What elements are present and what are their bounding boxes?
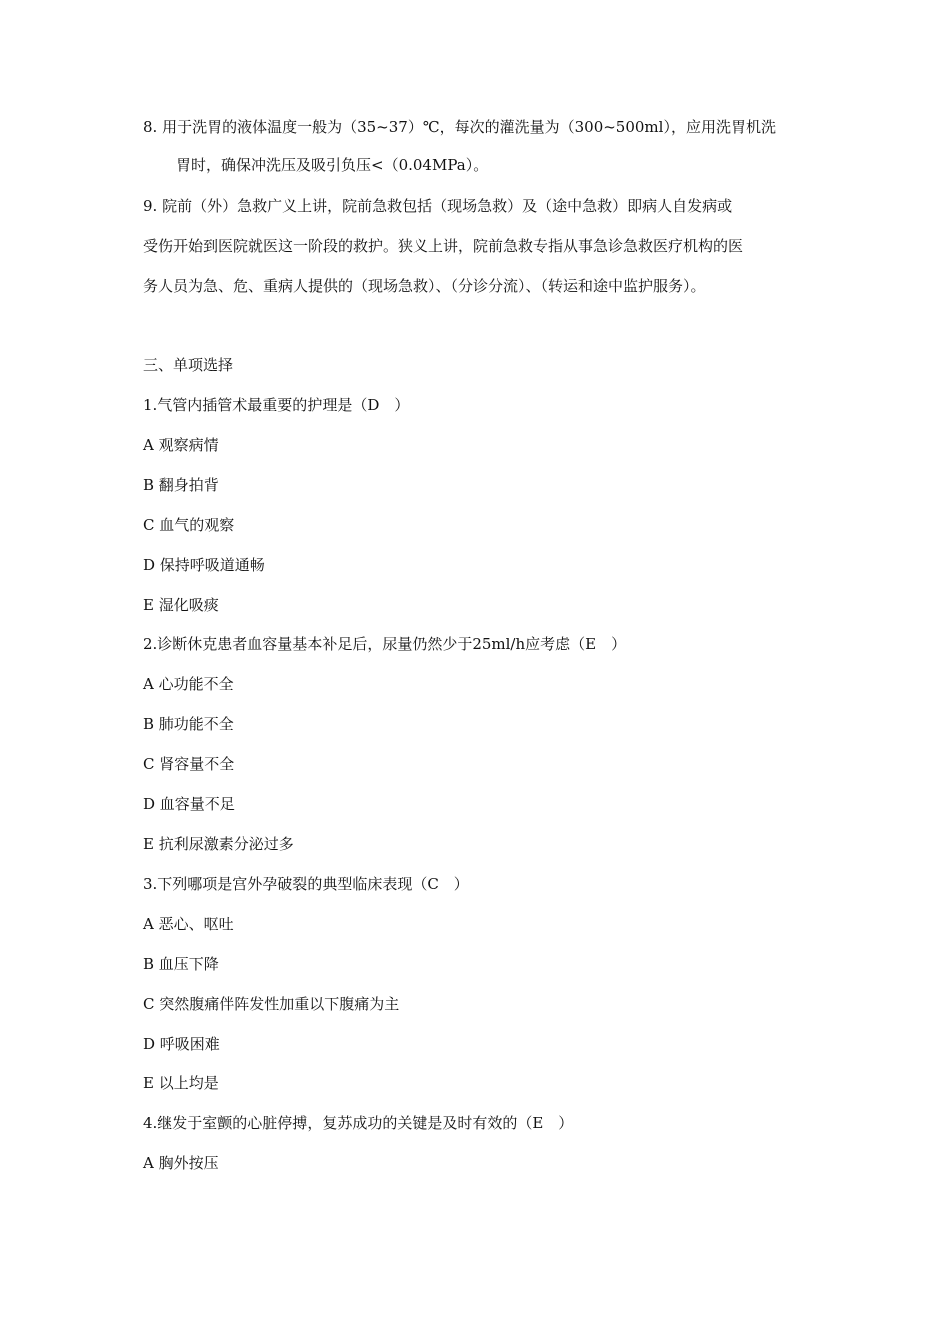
fill-in-item-9-line-2: 受伤开始到医院就医这一阶段的救护。狭义上讲，院前急救专指从事急诊急救医疗机构的医	[143, 237, 744, 255]
question-3-option-b: B 血压下降	[143, 955, 219, 973]
question-2-option-b: B 肺功能不全	[143, 715, 234, 733]
question-3-option-c: C 突然腹痛伴阵发性加重以下腹痛为主	[143, 995, 400, 1013]
question-4-option-a: A 胸外按压	[143, 1154, 219, 1172]
question-2-stem: 2.诊断休克患者血容量基本补足后，尿量仍然少于25ml/h应考虑（E ）	[143, 635, 627, 653]
question-1-option-e: E 湿化吸痰	[143, 596, 219, 614]
fill-in-item-8-line-1: 8. 用于洗胃的液体温度一般为（35~37）℃，每次的灌洗量为（300~500ml），应用洗胃机洗	[143, 118, 776, 136]
question-2-option-a: A 心功能不全	[143, 675, 234, 693]
section-heading: 三、单项选择	[143, 356, 234, 374]
question-4-stem: 4.继发于室颤的心脏停搏，复苏成功的关键是及时有效的（E ）	[143, 1114, 574, 1132]
question-1-option-c: C 血气的观察	[143, 516, 235, 534]
question-3-option-d: D 呼吸困难	[143, 1035, 220, 1053]
fill-in-item-8-line-2: 胃时，确保冲洗压及吸引负压<（0.04MPa）。	[176, 156, 489, 174]
question-3-stem: 3.下列哪项是宫外孕破裂的典型临床表现（C ）	[143, 875, 469, 893]
question-1-option-a: A 观察病情	[143, 436, 219, 454]
question-3-option-a: A 恶心、呕吐	[143, 915, 234, 933]
question-2-option-e: E 抗利尿激素分泌过多	[143, 835, 294, 853]
question-1-option-b: B 翻身拍背	[143, 476, 219, 494]
fill-in-item-9-line-3: 务人员为急、危、重病人提供的（现场急救）、（分诊分流）、（转运和途中监护服务）。	[143, 277, 706, 295]
fill-in-item-9-line-1: 9. 院前（外）急救广义上讲，院前急救包括（现场急救）及（途中急救）即病人自发病或	[143, 197, 733, 215]
question-1-option-d: D 保持呼吸道通畅	[143, 556, 265, 574]
question-2-option-d: D 血容量不足	[143, 795, 235, 813]
question-2-option-c: C 肾容量不全	[143, 755, 235, 773]
question-1-stem: 1.气管内插管术最重要的护理是（D ）	[143, 396, 410, 414]
question-3-option-e: E 以上均是	[143, 1074, 219, 1092]
